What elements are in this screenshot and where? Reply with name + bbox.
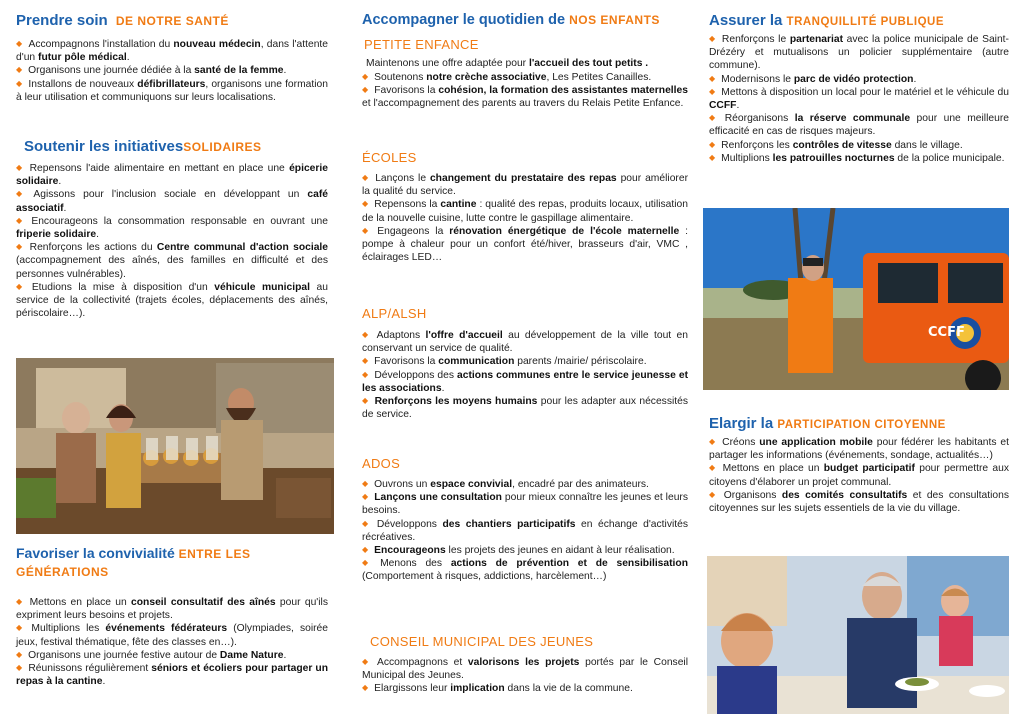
heading-citizen-accent: PARTICIPATION CITOYENNE [777, 419, 946, 431]
list-item: ◆ Renforçons les actions du Centre communal d'action sociale (accompagnement des aînés, des familles en difficulté et des personnes vulnérables). [16, 241, 328, 281]
list-item: ◆ Accompagnons l'installation du nouveau médecin, dans l'attente d'un futur pôle médical. [16, 38, 328, 64]
list-item: ◆ Elargissons leur implication dans la vie de la commune. [362, 682, 688, 695]
list-item: ◆ Renforçons les contrôles de vitesse dans le village. [709, 139, 1009, 152]
heading-children [362, 12, 692, 29]
heading-health [16, 12, 332, 29]
heading-solidarity-title: Soutenir les initiatives [24, 138, 184, 155]
list-alp-alsh [362, 329, 688, 421]
list-item: ◆ Mettons en place un budget participatif pour permettre aux citoyens d'élaborer un projet communal. [709, 462, 1009, 488]
truck-ccff-label: CCFF [928, 325, 965, 340]
list-item: ◆ Adaptons l'offre d'accueil au développement de la ville tout en conservant un service de qualité. [362, 329, 688, 355]
list-item: ◆ Lançons le changement du prestataire des repas pour améliorer la qualité du service. [362, 172, 688, 198]
petite-enfance-intro: Maintenons une offre adaptée pour l'accueil des tout petits . [366, 58, 649, 69]
heading-conviviality [16, 545, 332, 581]
photo-canteen-illustration [707, 556, 1009, 714]
list-item: ◆ Etudions la mise à disposition d'un véhicule municipal au service de la collectivité (trajets écoles, déplacements des aînés, périscolaire…). [16, 281, 328, 321]
heading-health-accent: DE NOTRE SANTÉ [115, 14, 229, 28]
list-ecoles [362, 172, 688, 264]
list-item: ◆ Installons de nouveaux défibrillateurs, organisons une formation à leur utilisation et communiquons sur leurs localisations. [16, 78, 328, 104]
heading-solidarity-accent: SOLIDAIRES [183, 140, 262, 154]
heading-children-accent: NOS ENFANTS [569, 13, 660, 27]
subheading-petite-enfance: PETITE ENFANCE [364, 37, 479, 52]
list-item: ◆ Lançons une consultation pour mieux connaître les jeunes et leurs besoins. [362, 491, 688, 517]
heading-citizen-title: Elargir la [709, 415, 774, 432]
list-item: ◆ Réunissons régulièrement séniors et écoliers pour partager un repas à la cantine. [16, 662, 328, 688]
list-citizen [709, 436, 1009, 515]
list-item: ◆ Organisons une journée festive autour de Dame Nature. [16, 649, 328, 662]
photo-canteen [707, 556, 1009, 714]
heading-children-title: Accompagner le quotidien de [362, 12, 566, 28]
list-item: ◆ Multiplions les patrouilles nocturnes de la police municipale. [709, 152, 1009, 165]
list-item: ◆ Multiplions les événements fédérateurs (Olympiades, soirée jeux, festival thématique, fête des classes en…). [16, 622, 328, 648]
photo-ccff-illustration [703, 208, 1009, 390]
list-item: ◆ Accompagnons et valorisons les projets portés par le Conseil Municipal des Jeunes. [362, 656, 688, 682]
heading-health-title: Prendre soin [16, 12, 108, 29]
photo-epicerie-illustration [16, 358, 334, 534]
list-item: ◆ Développons des actions communes entre le service jeunesse et les associations. [362, 369, 688, 395]
list-item: ◆ Mettons en place un conseil consultatif des aînés pour qu'ils expriment leurs besoins et projets. [16, 596, 328, 622]
list-item: ◆ Créons une application mobile pour fédérer les habitants et partager les informations (événements, sondage, actualités…) [709, 436, 1009, 462]
heading-conviviality-title: Favoriser la convivialité [16, 545, 175, 561]
list-item: ◆ Organisons une journée dédiée à la santé de la femme. [16, 64, 328, 77]
list-item: ◆ Menons des actions de prévention et de sensibilisation (Comportement à risques, addictions, harcèlement…) [362, 557, 688, 583]
heading-citizen [709, 415, 1009, 432]
list-item: ◆ Renforçons les moyens humains pour les adapter aux nécessités de service. [362, 395, 688, 421]
photo-ccff-truck [703, 208, 1009, 390]
list-item: ◆ Soutenons notre crèche associative, Les Petites Canailles. [362, 71, 688, 84]
heading-solidarity [24, 138, 334, 155]
list-item: ◆ Encourageons la consommation responsable en ouvrant une friperie solidaire. [16, 215, 328, 241]
subheading-alp-alsh: ALP/ALSH [362, 306, 427, 321]
list-item: ◆ Organisons des comités consultatifs et des consultations citoyennes sur les sujets essentiels de la vie du village. [709, 489, 1009, 515]
list-solidarity [16, 162, 328, 320]
list-item: ◆ Favorisons la communication parents /mairie/ périscolaire. [362, 355, 688, 368]
photo-epicerie [16, 358, 334, 534]
list-petite-enfance [362, 71, 688, 111]
list-item: ◆ Modernisons le parc de vidéo protection. [709, 73, 1009, 86]
subheading-ecoles: ÉCOLES [362, 150, 417, 165]
heading-security [709, 12, 1009, 29]
list-conseil-jeunes [362, 656, 688, 696]
list-health [16, 38, 328, 104]
list-item: ◆ Engageons la rénovation énergétique de l'école maternelle : pompe à chaleur pour un confort été/hiver, brasseurs d'air, VMC , éclairages LED… [362, 225, 688, 265]
heading-security-title: Assurer la [709, 12, 783, 29]
subheading-conseil-jeunes: CONSEIL MUNICIPAL DES JEUNES [370, 634, 594, 649]
list-conviviality [16, 596, 328, 688]
list-item: ◆ Encourageons les projets des jeunes en aidant à leur réalisation. [362, 544, 688, 557]
list-item: ◆ Ouvrons un espace convivial, encadré par des animateurs. [362, 478, 688, 491]
subheading-ados: ADOS [362, 456, 401, 471]
list-item: ◆ Mettons à disposition un local pour le matériel et le véhicule du CCFF. [709, 86, 1009, 112]
list-item: ◆ Réorganisons la réserve communale pour une meilleure efficacité en cas de risques majeurs. [709, 112, 1009, 138]
list-ados [362, 478, 688, 584]
list-item: ◆ Favorisons la cohésion, la formation des assistantes maternelles et l'accompagnement des parents au travers du Relais Petite Enfance. [362, 84, 688, 110]
heading-conviviality-accent: ENTRE LES GÉNÉRATIONS [16, 547, 251, 579]
heading-security-accent: TRANQUILLITÉ PUBLIQUE [786, 16, 944, 28]
list-security [709, 33, 1009, 165]
list-item: ◆ Agissons pour l'inclusion sociale en développant un café associatif. [16, 188, 328, 214]
list-item: ◆ Développons des chantiers participatifs en échange d'activités récréatives. [362, 518, 688, 544]
list-item: ◆ Renforçons le partenariat avec la police municipale de Saint-Drézéry et mutualisons un policier supplémentaire (autre commune). [709, 33, 1009, 73]
list-item: ◆ Repensons la cantine : qualité des repas, produits locaux, utilisation de la nouvelle cuisine, lutte contre le gaspillage alimentaire. [362, 198, 688, 224]
list-item: ◆ Repensons l'aide alimentaire en mettant en place une épicerie solidaire. [16, 162, 328, 188]
